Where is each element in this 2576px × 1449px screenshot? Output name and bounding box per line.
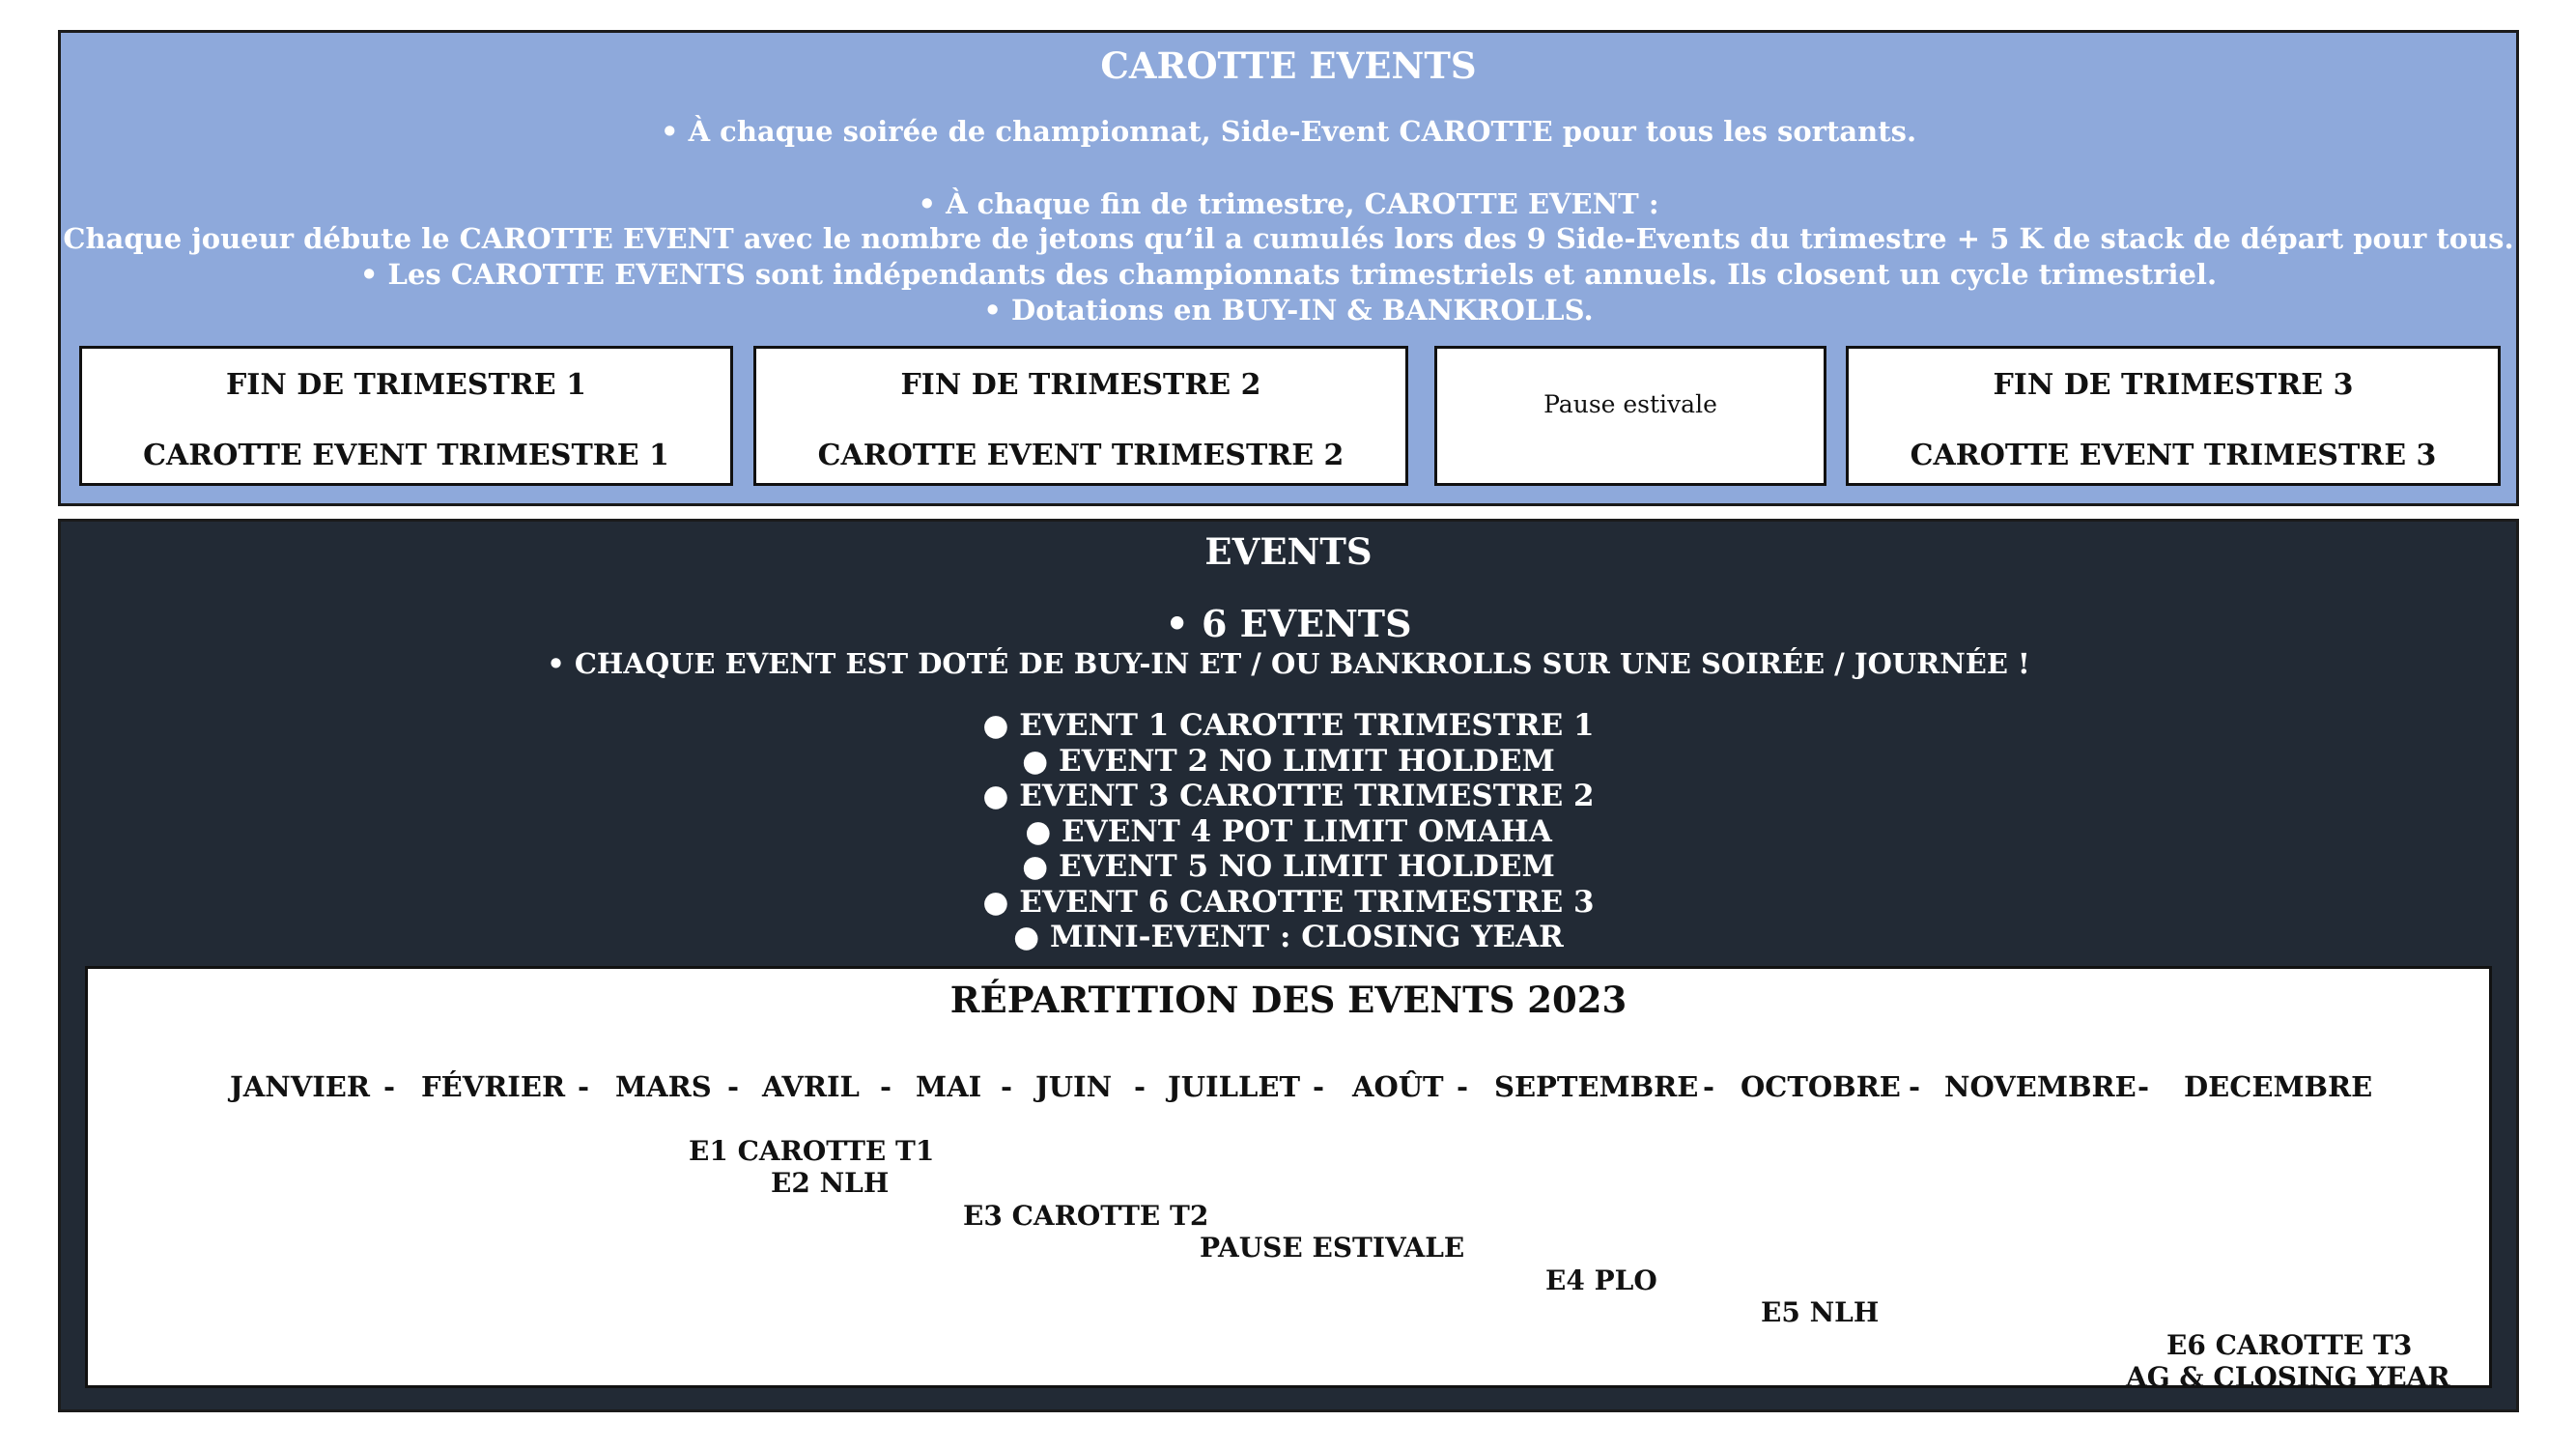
pause-estivale-label: Pause estivale <box>1543 390 1717 418</box>
events-subtitle: • CHAQUE EVENT EST DOTÉ DE BUY-IN ET / OU BANKROLLS SUR UNE SOIRÉE / JOURNÉE ! <box>547 647 2030 680</box>
carotte-line-2: • À chaque fin de trimestre, CAROTTE EVENT : <box>918 187 1659 220</box>
timeline-e1-carotte-t1: E1 CAROTTE T1 <box>689 1135 935 1167</box>
month-separator: - <box>1703 1070 1715 1103</box>
month-fevrier: FÉVRIER <box>421 1070 566 1103</box>
month-juillet: JUILLET <box>1168 1070 1301 1103</box>
month-separator: - <box>383 1070 396 1103</box>
carotte-events-panel <box>58 30 2519 506</box>
month-janvier: JANVIER <box>230 1070 370 1103</box>
timeline-e5-nlh: E5 NLH <box>1761 1296 1880 1328</box>
month-separator: - <box>1457 1070 1469 1103</box>
event-list-item-7: ● MINI-EVENT : CLOSING YEAR <box>1013 920 1564 954</box>
month-separator: - <box>1001 1070 1013 1103</box>
trimestre-3-heading: FIN DE TRIMESTRE 3 <box>1993 368 2354 402</box>
pause-estivale-box <box>1434 346 1826 486</box>
trimestre-1-event: CAROTTE EVENT TRIMESTRE 1 <box>143 439 669 472</box>
carotte-line-1: • À chaque soirée de championnat, Side-Event CAROTTE pour tous les sortants. <box>660 115 1917 148</box>
month-octobre: OCTOBRE <box>1741 1070 1901 1103</box>
month-novembre: NOVEMBRE <box>1944 1070 2137 1103</box>
timeline-pause-estivale: PAUSE ESTIVALE <box>1200 1232 1465 1264</box>
month-separator: - <box>2137 1070 2150 1103</box>
month-separator: - <box>880 1070 892 1103</box>
trimestre-2-event: CAROTTE EVENT TRIMESTRE 2 <box>817 439 1345 472</box>
events-title: EVENTS <box>1204 530 1373 573</box>
month-separator: - <box>1313 1070 1325 1103</box>
event-list-item-1: ● EVENT 1 CAROTTE TRIMESTRE 1 <box>982 708 1595 743</box>
month-avril: AVRIL <box>762 1070 860 1103</box>
event-list-item-3: ● EVENT 3 CAROTTE TRIMESTRE 2 <box>982 779 1595 813</box>
timeline-ag-closing-year: AG & CLOSING YEAR <box>2126 1361 2450 1393</box>
month-mai: MAI <box>916 1070 982 1103</box>
repartition-title: RÉPARTITION DES EVENTS 2023 <box>949 979 1628 1021</box>
trimestre-3-event: CAROTTE EVENT TRIMESTRE 3 <box>1910 439 2437 472</box>
event-list-item-4: ● EVENT 4 POT LIMIT OMAHA <box>1025 814 1552 849</box>
timeline-e4-plo: E4 PLO <box>1545 1264 1657 1296</box>
timeline-e3-carotte-t2: E3 CAROTTE T2 <box>963 1200 1209 1232</box>
carotte-line-4: • Les CAROTTE EVENTS sont indépendants des championnats trimestriels et annuels. Ils closent un cycle trimestriel. <box>359 258 2218 291</box>
timeline-e2-nlh: E2 NLH <box>771 1167 890 1199</box>
month-septembre: SEPTEMBRE <box>1494 1070 1699 1103</box>
timeline-e6-carotte-t3: E6 CAROTTE T3 <box>2166 1329 2413 1361</box>
trimestre-3-box <box>1846 346 2501 486</box>
month-separator: - <box>727 1070 740 1103</box>
trimestre-1-heading: FIN DE TRIMESTRE 1 <box>226 368 586 402</box>
trimestre-2-box <box>753 346 1408 486</box>
month-mars: MARS <box>615 1070 712 1103</box>
month-decembre: DECEMBRE <box>2184 1070 2373 1103</box>
month-separator: - <box>1134 1070 1146 1103</box>
month-separator: - <box>578 1070 590 1103</box>
event-list-item-5: ● EVENT 5 NO LIMIT HOLDEM <box>1022 849 1555 884</box>
month-aout: AOÛT <box>1352 1070 1444 1103</box>
trimestre-2-heading: FIN DE TRIMESTRE 2 <box>900 368 1261 402</box>
month-separator: - <box>1909 1070 1921 1103</box>
carotte-title: CAROTTE EVENTS <box>1100 44 1477 87</box>
repartition-box <box>85 966 2492 1393</box>
event-list-item-2: ● EVENT 2 NO LIMIT HOLDEM <box>1022 744 1555 779</box>
month-juin: JUIN <box>1035 1070 1113 1103</box>
events-panel <box>58 519 2519 1412</box>
events-count: • 6 EVENTS <box>1165 602 1412 645</box>
carotte-line-3: Chaque joueur débute le CAROTTE EVENT avec le nombre de jetons qu’il a cumulés lors des 9 Side-Events du trimestre + 5 K de stack de départ pour tous. <box>63 222 2514 255</box>
trimestre-1-box <box>79 346 733 486</box>
carotte-line-5: • Dotations en BUY-IN & BANKROLLS. <box>983 294 1594 327</box>
event-list-item-6: ● EVENT 6 CAROTTE TRIMESTRE 3 <box>982 885 1595 920</box>
